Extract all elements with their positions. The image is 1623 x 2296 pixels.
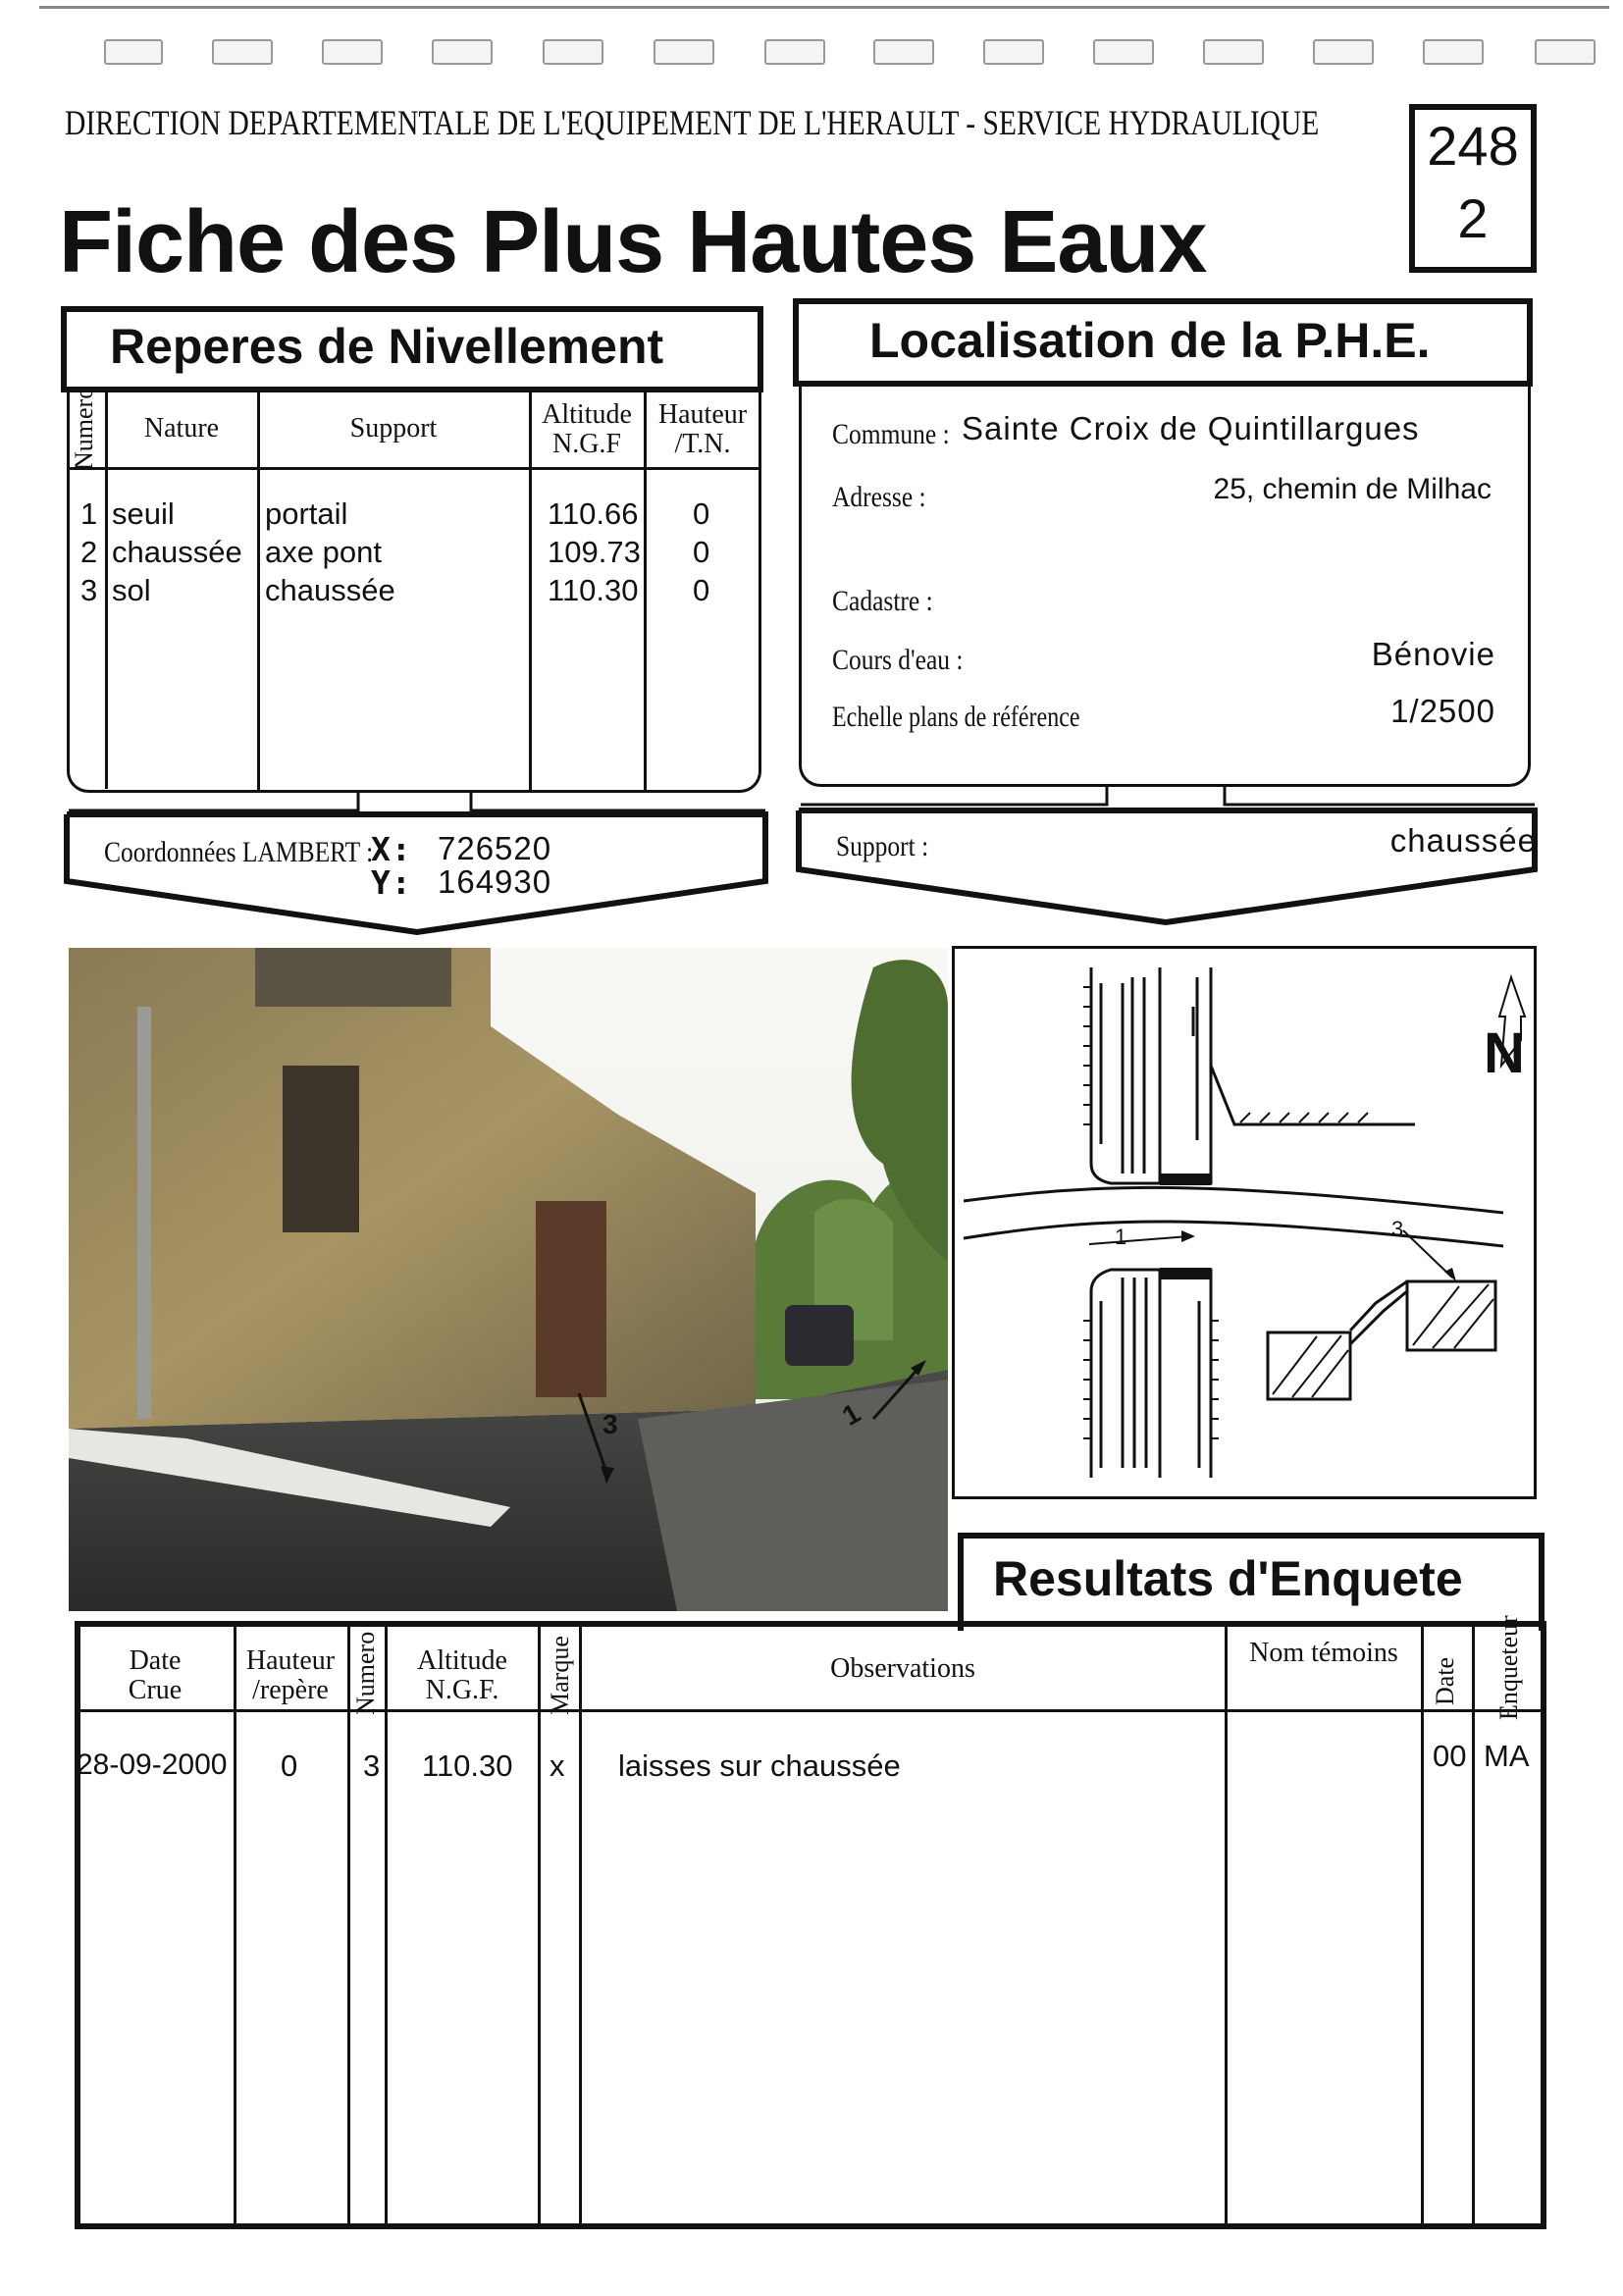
reperes-row-1-numero: 1: [80, 496, 98, 531]
north-indicator: N: [1484, 1021, 1525, 1085]
resultats-col-divider-2: [347, 1625, 350, 2225]
result-enqueteur: MA: [1484, 1739, 1530, 1773]
adresse-value: 25, chemin de Milhac: [1213, 473, 1492, 505]
reperes-col-divider-4: [644, 391, 647, 793]
resultats-col-divider-5: [579, 1625, 582, 2225]
support-label: Support :: [836, 830, 929, 862]
col-header-nature: Nature: [143, 413, 220, 444]
result-date-crue: 28-09-2000: [77, 1748, 228, 1781]
coord-x-label: X:: [371, 830, 412, 868]
col-header-hauteur-repere: Hauteur /repère: [245, 1645, 336, 1705]
resultats-col-divider-6: [1225, 1625, 1228, 2225]
resultats-col-divider-4: [538, 1625, 541, 2225]
reperes-row-2-nature: chaussée: [112, 535, 242, 569]
col-header-observations: Observations: [830, 1653, 975, 1684]
resultats-header-separator: [79, 1709, 1543, 1712]
reperes-row-1-altitude: 110.66: [548, 496, 639, 531]
reperes-row-1-nature: seuil: [112, 496, 175, 531]
result-date: 00: [1433, 1739, 1467, 1773]
reperes-col-divider-3: [529, 391, 532, 793]
result-hauteur: 0: [281, 1748, 298, 1783]
reperes-row-1-support: portail: [265, 496, 348, 531]
fiche-sub-number: 2: [1457, 187, 1489, 249]
coord-x-value: 726520: [438, 830, 552, 866]
echelle-value: 1/2500: [1390, 693, 1495, 729]
plan-marker-1: 1: [1115, 1225, 1127, 1249]
reperes-title: Reperes de Nivellement: [110, 319, 664, 374]
col-header-altitude-result: Altitude N.G.F.: [417, 1645, 507, 1705]
reperes-row-1-hauteur: 0: [693, 496, 710, 531]
site-plan: [954, 948, 1535, 1497]
col-header-numero: Numero: [70, 386, 98, 470]
plan-marker-3: 3: [1391, 1217, 1404, 1241]
page-title: Fiche des Plus Hautes Eaux: [59, 193, 1207, 291]
photo-marker-1: 1: [837, 1397, 866, 1432]
resultats-title: Resultats d'Enquete: [993, 1551, 1463, 1606]
cours-eau-label: Cours d'eau :: [832, 644, 964, 676]
page-top-edge: [39, 6, 1609, 9]
department-heading: DIRECTION DEPARTEMENTALE DE L'EQUIPEMENT DE L'HERAULT - SERVICE HYDRAULIQUE: [65, 103, 1320, 142]
reperes-row-3-numero: 3: [80, 573, 98, 607]
result-marque: x: [550, 1748, 565, 1783]
site-photo: [69, 948, 948, 1611]
coord-y-label: Y:: [371, 863, 412, 902]
reperes-col-divider-2: [257, 391, 260, 793]
col-header-temoins: Nom témoins: [1249, 1638, 1398, 1668]
fiche-number-box: [1409, 104, 1537, 273]
resultats-col-divider-7: [1421, 1625, 1424, 2225]
cours-eau-value: Bénovie: [1371, 636, 1495, 672]
reperes-row-2-support: axe pont: [265, 535, 382, 569]
col-header-enqueteur: Enqueteur: [1494, 1615, 1523, 1720]
result-altitude: 110.30: [422, 1748, 513, 1783]
echelle-label: Echelle plans de référence: [832, 701, 1080, 733]
col-header-support: Support: [349, 413, 438, 444]
localisation-title: Localisation de la P.H.E.: [869, 313, 1431, 368]
reperes-row-2-altitude: 109.73: [548, 535, 641, 569]
reperes-row-2-hauteur: 0: [693, 535, 710, 569]
reperes-header-separator: [67, 467, 761, 470]
coords-label: Coordonnées LAMBERT :: [104, 836, 374, 868]
resultats-table: [75, 1621, 1546, 2229]
reperes-row-3-support: chaussée: [265, 573, 395, 607]
col-header-marque: Marque: [546, 1636, 574, 1715]
commune-label: Commune :: [832, 418, 950, 450]
col-header-numero-result: Numero: [351, 1631, 380, 1715]
reperes-row-3-altitude: 110.30: [548, 573, 639, 607]
cadastre-label: Cadastre :: [832, 585, 933, 617]
col-header-date: Date: [1431, 1656, 1459, 1705]
reperes-row-2-numero: 2: [80, 535, 98, 569]
resultats-col-divider-8: [1472, 1625, 1475, 2225]
col-header-date-crue: Date Crue: [128, 1645, 183, 1705]
adresse-label: Adresse :: [832, 481, 926, 513]
reperes-row-3-hauteur: 0: [693, 573, 710, 607]
support-value: chaussée: [1389, 822, 1537, 859]
photo-marker-3: 3: [602, 1409, 618, 1439]
commune-value: Sainte Croix de Quintillargues: [962, 410, 1420, 446]
col-header-hauteur: Hauteur /T.N.: [657, 399, 748, 459]
reperes-row-3-nature: sol: [112, 573, 151, 607]
result-observations: laisses sur chaussée: [618, 1748, 901, 1783]
result-numero: 3: [363, 1748, 381, 1783]
reperes-col-divider-1: [105, 391, 108, 789]
resultats-col-divider-3: [385, 1625, 388, 2225]
col-header-altitude: Altitude N.G.F: [542, 399, 632, 459]
coord-y-value: 164930: [438, 863, 552, 900]
resultats-col-divider-1: [234, 1625, 236, 2225]
fiche-number: 248: [1427, 115, 1519, 177]
